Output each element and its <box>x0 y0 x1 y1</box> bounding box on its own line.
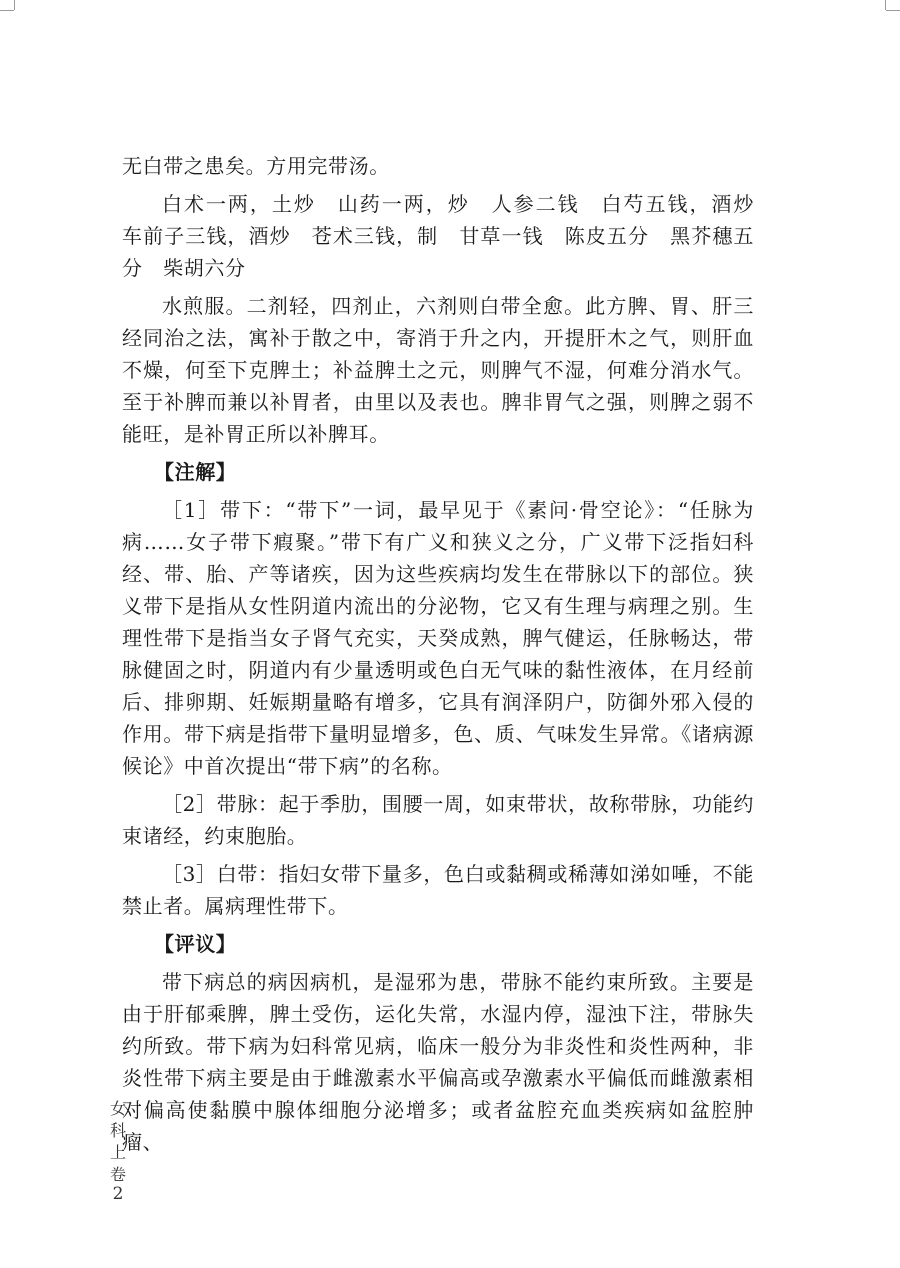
section-heading-commentary: 【评议】 <box>154 932 237 956</box>
commentary-paragraph: 带下病总的病因病机，是湿邪为患，带脉不能约束所致。主要是由于肝郁乘脾，脾土受伤，运化失常，水湿内停，湿浊下注，带脉失约所致。带下病为妇科常见病，临床一般分为非炎性和炎性两种，非炎性带下病主要是由于雌激素水平偏高或孕激素水平偏低而雌激素相对偏高使黏膜中腺体细胞分泌增多；或者盆腔充血类疾病如盆腔肿瘤、 <box>122 970 754 1154</box>
paragraph: 水煎服。二剂轻，四剂止，六剂则白带全愈。此方脾、胃、肝三经同治之法，寓补于散之中，寄消于升之内，开提肝木之气，则肝血不燥，何至下克脾土；补益脾土之元，则脾气不湿，何难分消水气。至于补脾而兼以补胃者，由里以及表也。脾非胃气之强，则脾之弱不能旺，是补胃正所以补脾耳。 <box>122 294 754 446</box>
crop-mark <box>14 0 15 10</box>
paragraph: 无白带之患矣。方用完带汤。 <box>122 154 390 178</box>
running-head: 女科上卷 <box>109 1099 126 1184</box>
page-body <box>122 150 775 1158</box>
crop-mark <box>886 10 900 11</box>
crop-mark <box>0 10 14 11</box>
page-number: 2 <box>112 1184 124 1204</box>
section-heading-annotations: 【注解】 <box>154 460 237 484</box>
prescription-ingredients: 白术一两，土炒 山药一两，炒 人参二钱 白芍五钱，酒炒 车前子三钱，酒炒 苍术三钱，制 甘草一钱 陈皮五分 黑芥穗五分 柴胡六分 <box>122 192 775 280</box>
annotation-1: ［1］带下：“带下”一词，最早见于《素问·骨空论》：“任脉为病……女子带下瘕聚。”带下有广义和狭义之分，广义带下泛指妇科经、带、胎、产等诸疾，因为这些疾病均发生在带脉以下的部位。狭义带下是指从女性阴道内流出的分泌物，它又有生理与病理之别。生理性带下是指当女子肾气充实，天癸成熟，脾气健运，任脉畅达，带脉健固之时，阴道内有少量透明或色白无气味的黏性液体，在月经前后、排卵期、妊娠期量略有增多，它具有润泽阴户，防御外邪入侵的作用。带下病是指带下量明显增多，色、质、气味发生异常。《诸病源候论》中首次提出“带下病”的名称。 <box>122 498 754 778</box>
annotation-3: ［3］白带：指妇女带下量多，色白或黏稠或稀薄如涕如唾，不能禁止者。属病理性带下。 <box>122 862 754 918</box>
annotation-2: ［2］带脉：起于季肋，围腰一周，如束带状，故称带脉，功能约束诸经，约束胞胎。 <box>122 792 754 848</box>
crop-mark <box>885 0 886 10</box>
